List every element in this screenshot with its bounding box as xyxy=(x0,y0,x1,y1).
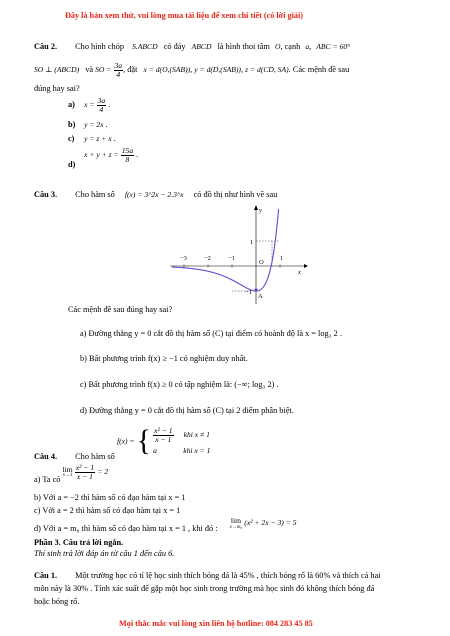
question-3-line-1: Câu 3. Cho hàm số f(x) = 3^2x − 2.3^x có đồ thị như hình vẽ sau xyxy=(34,190,278,199)
part-3-question-1-label: Câu 1. xyxy=(34,571,58,580)
y-tick-label: −1 xyxy=(245,289,252,296)
question-3-option-b: b) Bất phương trình f(x) ≥ −1 có nghiệm duy nhất. xyxy=(80,354,248,363)
y-axis-arrow xyxy=(254,205,258,210)
fraction-3a-over-4: $\frac{3a}{4}$ xyxy=(114,61,123,79)
part-3-subtitle: Thí sinh trả lời đáp án từ câu 1 đến câu 6. xyxy=(34,549,175,558)
question-2-line-3: đúng hay sai? xyxy=(34,84,80,93)
x-axis-arrow xyxy=(304,264,308,268)
question-4-option-b: b) Với a = −2 thì hàm số có đạo hàm tại x = 1 xyxy=(34,493,186,502)
question-4-piecewise: f(x) = { $\frac{\text{x² − 1}}{x - 1}$ khi x ≠ 1 a khi x = 1 xyxy=(117,424,211,457)
x-tick-label: 1 xyxy=(280,255,284,262)
top-banner: Đây là bản xem thử, vui lòng mua tài liệu để xem chi tiết (có lời giải) xyxy=(65,11,304,20)
question-2-option-c: c) y = z + x . xyxy=(68,134,116,143)
x-tick-label: −2 xyxy=(204,255,211,262)
question-2-option-a: a) x = $\frac{3a}{4}$ . xyxy=(68,96,111,114)
question-4-option-c: c) Với a = 2 thì hàm số có đạo hàm tại x = 1 xyxy=(34,506,181,515)
brace: { xyxy=(136,424,152,457)
origin-label: O xyxy=(259,259,264,266)
x-tick-label: −1 xyxy=(228,255,235,262)
question-4-line-1: Câu 4. Cho hàm số xyxy=(34,452,115,461)
question-3-option-a: a) Đường thẳng y = 0 cắt đồ thị hàm số (C) tại điểm có hoành độ là x = log₃ 2 . xyxy=(80,329,342,338)
question-2-line-1: Câu 2. Cho hình chóp S.ABCD có đáy ABCD là hình thoi tâm O, cạnh a, ABC = 60° xyxy=(34,42,351,51)
function-graph xyxy=(170,200,310,310)
point-a-marker xyxy=(254,288,257,291)
x-tick-label: −3 xyxy=(180,255,187,262)
question-3-option-c: c) Bất phương trình f(x) ≥ 0 có tập nghiệm là: (−∞; log₃ 2) . xyxy=(80,380,279,389)
y-axis-label: y xyxy=(259,207,262,214)
question-4-label: Câu 4. xyxy=(34,452,58,461)
part-3-question-1-line-3: hoặc bóng rổ. xyxy=(34,597,80,606)
question-3-prompt: Các mệnh đề sau đúng hay sai? xyxy=(68,305,173,314)
question-4-option-d: d) Với a = m₀ thì hàm số có đạo hàm tại x = 1 , khi đó : lim x→m₀ (x² + 2x − 3) = 5 xyxy=(34,516,297,534)
function-curve xyxy=(172,209,279,291)
footer-hotline: Mọi thắc mắc vui lòng xin liên hệ hotline: 084 283 45 85 xyxy=(119,619,313,628)
x-axis-label: x xyxy=(298,269,301,276)
question-3-option-d: d) Đường thẳng y = 0 cắt đồ thị hàm số (C) tại 2 điểm phân biệt. xyxy=(80,406,294,415)
question-4-option-a: a) Ta có lim x→1 $\frac{\text{x² − 1}}{x - 1}$ = 2 xyxy=(34,463,109,484)
part-3-question-1-line-2: môn này là 30% . Tính xác suất để gặp một học sinh trong trường mà học sinh đó không thích bóng đá xyxy=(34,584,375,593)
part-3-title: Phần 3. Câu trả lời ngắn. xyxy=(34,538,124,547)
question-3-label: Câu 3. xyxy=(34,190,58,199)
question-2-option-b: b) y = 2x . xyxy=(68,120,108,129)
question-2-line-2: SO ⊥ (ABCD) và SO = $\frac{3a}{4}$ , đặt x = d(O,(SAB)), y = d(D,(SAB)), z = d(CD, SA). Các mệnh đề sau xyxy=(34,61,350,79)
y-tick-label: 1 xyxy=(250,239,254,246)
point-a-label: A xyxy=(258,293,263,300)
question-2-option-d: d) x + y + z = $\frac{15a}{8}$ . xyxy=(68,146,139,169)
question-2-label: Câu 2. xyxy=(34,42,58,51)
part-3-question-1-line-1: Câu 1. Một trường học có tỉ lệ học sinh thích bóng đá là 45% , thích bóng rổ là 60% và thích cả hai xyxy=(34,571,381,580)
